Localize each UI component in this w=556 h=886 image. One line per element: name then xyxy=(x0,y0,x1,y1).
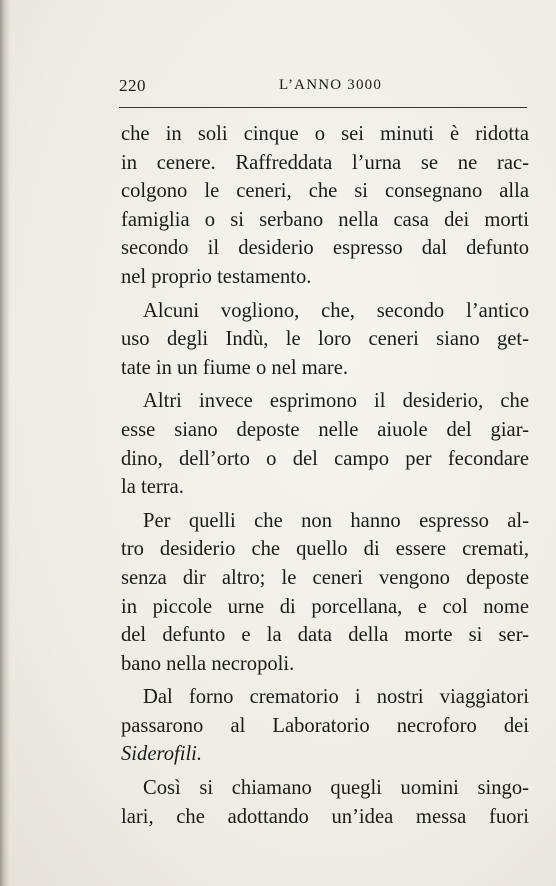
text-line: senza dir altro; le ceneri vengono deposte xyxy=(121,566,529,589)
text-line: Alcuni vogliono, che, secondo l’antico xyxy=(143,299,529,322)
text-line: del defunto e la data della morte si ser- xyxy=(121,624,529,647)
paragraph-1 xyxy=(121,120,529,292)
text-line: in piccole urne di porcellana, e col nome xyxy=(121,595,529,618)
text-line: nel proprio testamento. xyxy=(121,265,312,288)
body-text xyxy=(121,120,529,831)
text-line: uso degli Indù, le loro ceneri siano get- xyxy=(121,328,529,351)
text-line: Per quelli che non hanno espresso al- xyxy=(143,509,529,532)
text-line: passarono al Laboratorio necroforo dei xyxy=(121,714,529,737)
page-number: 220 xyxy=(119,76,146,95)
running-title: L’ANNO 3000 xyxy=(279,77,383,93)
text-line: esse siano deposte nelle aiuole del giar- xyxy=(121,418,529,441)
text-line: secondo il desiderio espresso dal defunto xyxy=(121,237,529,260)
text-line: la terra. xyxy=(121,476,184,499)
text-line: Altri invece esprimono il desiderio, che xyxy=(143,390,529,413)
binding-edge xyxy=(0,0,10,886)
text-line: tro desiderio che quello di essere cremati, xyxy=(121,538,529,561)
paragraph-3 xyxy=(121,387,529,501)
text-line-italic: Siderofili. xyxy=(121,743,203,766)
text-line: che in soli cinque o sei minuti è ridotta xyxy=(121,123,529,145)
paragraph-2 xyxy=(121,297,529,383)
text-line: dino, dell’orto o del campo per fecondare xyxy=(121,447,529,470)
text-line: bano nella necropoli. xyxy=(121,652,295,675)
paragraph-4 xyxy=(121,507,529,679)
page-header xyxy=(119,76,529,100)
text-line: colgono le ceneri, che si consegnano alla xyxy=(121,180,529,203)
text-line: tate in un fiume o nel mare. xyxy=(121,356,349,379)
text-line: Dal forno crematorio i nostri viaggiatori xyxy=(143,686,529,709)
paragraph-6 xyxy=(121,774,529,831)
paragraph-5 xyxy=(121,683,529,769)
text-line: famiglia o si serbano nella casa dei morti xyxy=(121,208,529,231)
header-rule xyxy=(119,107,527,108)
text-line: in cenere. Raffreddata l’urna se ne rac- xyxy=(121,151,529,174)
text-line: lari, che adottando un’idea messa fuori xyxy=(121,805,529,828)
text-line: Così si chiamano quegli uomini singo- xyxy=(143,777,529,800)
